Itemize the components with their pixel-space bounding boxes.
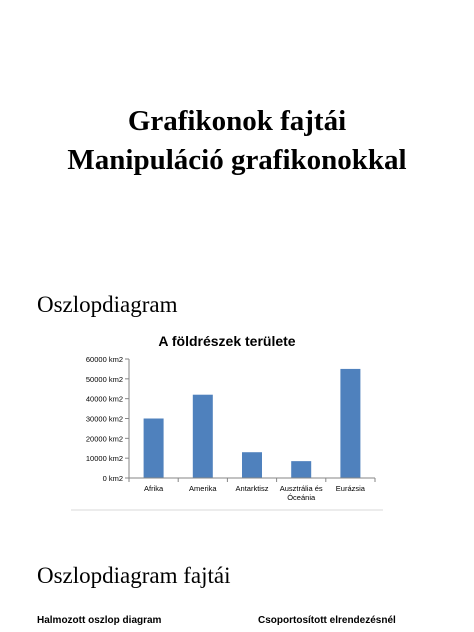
x-tick-label: Eurázsia — [335, 484, 365, 493]
y-tick-label: 0 km2 — [102, 474, 123, 483]
x-tick-label: Ausztrália és Óceánia — [279, 484, 323, 502]
y-tick-label: 30000 km2 — [85, 414, 123, 424]
y-tick-label: 20000 km2 — [85, 434, 123, 444]
y-tick-label: 60000 km2 — [85, 355, 123, 364]
x-tick-label: Afrika — [144, 484, 164, 493]
bar — [193, 395, 213, 478]
column-chart-svg — [71, 323, 383, 513]
page-title-line-1: Grafikonok fajtái — [127, 105, 347, 137]
section-heading-chart-types: Oszlopdiagram fajtái — [37, 563, 231, 588]
bar — [291, 461, 311, 478]
bar — [340, 369, 360, 478]
y-tick-label: 10000 km2 — [85, 454, 123, 464]
section-heading-column-chart: Oszlopdiagram — [37, 292, 178, 317]
y-tick-label: 40000 km2 — [85, 394, 123, 404]
chart-title: A földrészek területe — [158, 333, 296, 349]
clustered-column-label: Csoportosított elrendezésnél — [258, 615, 396, 626]
stacked-column-label: Halmozott oszlop diagram — [37, 615, 162, 626]
column-chart — [71, 323, 383, 513]
x-tick-label: Antarktisz — [235, 484, 269, 493]
bar — [242, 452, 262, 478]
page-title-line-2: Manipuláció grafikonokkal — [67, 144, 407, 176]
y-tick-label: 50000 km2 — [85, 374, 123, 384]
bar — [144, 419, 164, 479]
x-tick-label: Amerika — [189, 484, 217, 493]
